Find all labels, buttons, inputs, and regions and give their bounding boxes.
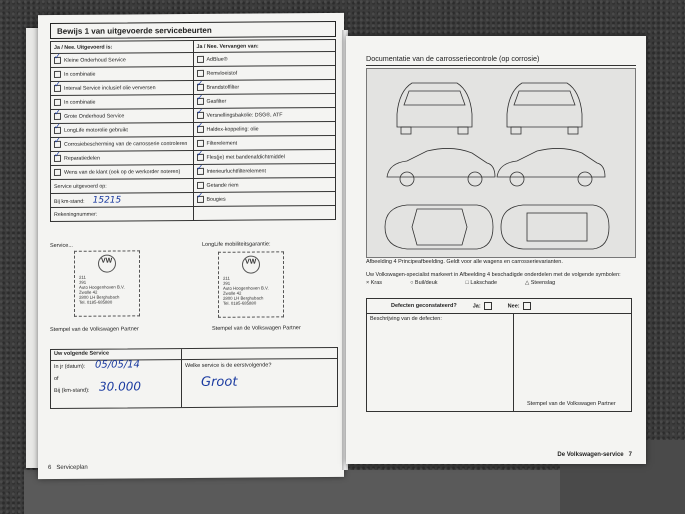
checkbox[interactable] bbox=[54, 71, 61, 78]
performed-cell bbox=[51, 206, 194, 221]
legend-stone: △ Steenslag bbox=[525, 280, 556, 286]
defects-label: Defecten geconstateerd? bbox=[391, 303, 457, 309]
next-service-title: Uw volgende Service bbox=[51, 348, 337, 361]
row-label: In combinatie bbox=[64, 71, 96, 78]
stamp-line: Zwolle 42 bbox=[79, 289, 98, 295]
row-label: Grote Onderhoud Service bbox=[64, 113, 125, 120]
checkbox[interactable] bbox=[54, 57, 61, 64]
row-label: Reparatiedelen bbox=[64, 155, 100, 162]
legend-paint: □ Lakschade bbox=[465, 280, 497, 286]
stamp-line: 391 bbox=[223, 280, 231, 286]
footer-text: De Volkswagen-service bbox=[557, 452, 624, 458]
row-label: Filterelement bbox=[206, 140, 238, 147]
col-replaced-header: Ja / Nee. Vervangen van: bbox=[193, 39, 336, 52]
row-label: Remvloeistof bbox=[206, 70, 238, 77]
performed-cell bbox=[51, 192, 194, 207]
legend-dent: ○ Buil/deuk bbox=[410, 280, 438, 286]
right-footer bbox=[557, 452, 632, 458]
performed-cell bbox=[51, 136, 194, 151]
replaced-cell bbox=[193, 177, 336, 192]
no-option: Nee: bbox=[508, 302, 531, 310]
performed-cell bbox=[51, 122, 194, 137]
right-page bbox=[346, 36, 646, 464]
checkbox[interactable] bbox=[197, 126, 204, 133]
yes-option: Ja: bbox=[473, 302, 492, 310]
table-row bbox=[51, 205, 336, 221]
yes-checkbox[interactable] bbox=[484, 302, 492, 310]
performed-cell bbox=[51, 94, 194, 109]
row-label: Haldex-koppeling: olie bbox=[206, 126, 259, 133]
car-diagram bbox=[366, 68, 636, 258]
checkbox[interactable] bbox=[197, 84, 204, 91]
row-label: Rekeningnummer: bbox=[54, 211, 98, 218]
next-date-value: 05/05/14 bbox=[95, 359, 140, 371]
car-outlines-icon bbox=[367, 69, 635, 257]
checkbox[interactable] bbox=[54, 127, 61, 134]
legend-scratch: × Kras bbox=[366, 280, 383, 286]
next-which-value: Groot bbox=[201, 374, 238, 390]
row-label: Service uitgevoerd op: bbox=[54, 183, 107, 190]
checkbox[interactable] bbox=[197, 140, 204, 147]
row-label: Versnellingsbakolie: DSG®, ATF bbox=[206, 112, 283, 119]
row-label: AdBlue® bbox=[206, 56, 228, 63]
longlife-stamp-box bbox=[202, 241, 336, 332]
km-value: 15215 bbox=[92, 194, 122, 206]
checkbox[interactable] bbox=[54, 155, 61, 162]
service-stamp-box bbox=[50, 242, 184, 333]
checkbox[interactable] bbox=[54, 113, 61, 120]
figure-caption: Afbeelding 4 Principeafbeelding. Geldt voor alle wagens en carrosserievarianten. bbox=[366, 259, 563, 265]
row-label: Bij km-stand: bbox=[54, 198, 85, 205]
vw-logo bbox=[242, 256, 260, 274]
replaced-cell bbox=[193, 191, 336, 206]
row-label: Fles(je) met bandenafdichtmiddel bbox=[206, 154, 285, 161]
service-proof-title: Bewijs 1 van uitgevoerde servicebeurten bbox=[50, 21, 336, 39]
stamp-line: 211 bbox=[79, 274, 86, 280]
stamp-caption: Stempel van de Volkswagen Partner bbox=[212, 325, 301, 332]
page-number: 7 bbox=[628, 452, 632, 458]
stamp-line: Zwolle 42 bbox=[223, 290, 242, 296]
checkbox[interactable] bbox=[197, 168, 204, 175]
row-label: Corrosiebescherming van de carrosserie controleren bbox=[64, 140, 188, 148]
row-label: LongLife motorolie gebruikt bbox=[64, 127, 128, 134]
row-label: Bougies bbox=[206, 196, 226, 203]
dealer-stamp-1 bbox=[74, 250, 140, 316]
service-label: Service... bbox=[50, 242, 73, 249]
row-label: Interieurluchtfilterelement bbox=[206, 168, 266, 175]
stamp-line: Auto Hoogenhoven B.V. bbox=[79, 284, 125, 290]
left-footer bbox=[48, 465, 88, 471]
next-km-value: 30.000 bbox=[99, 379, 141, 394]
stamp-line: 391 bbox=[79, 279, 87, 285]
stamp-line: Auto Hoogenhoven B.V. bbox=[223, 285, 269, 291]
checkbox[interactable] bbox=[197, 56, 204, 63]
checkbox[interactable] bbox=[54, 99, 61, 106]
performed-cell bbox=[51, 150, 194, 165]
divider bbox=[181, 349, 182, 407]
replaced-cell bbox=[193, 65, 336, 80]
stamp-line: Tel. 0185-685880 bbox=[79, 299, 113, 305]
describe-label: Beschrijving van de defecten: bbox=[370, 316, 442, 322]
row-label: In combinatie bbox=[64, 99, 96, 106]
performed-cell bbox=[51, 108, 194, 123]
replaced-cell bbox=[193, 107, 336, 122]
replaced-cell bbox=[193, 135, 336, 150]
replaced-cell bbox=[193, 79, 336, 94]
legend-intro: Uw Volkswagen-specialist markeert in Afbeelding 4 beschadigde onderdelen met de volgende symbolen: bbox=[366, 272, 621, 278]
checkbox[interactable] bbox=[54, 169, 61, 176]
replaced-cell bbox=[193, 205, 336, 220]
performed-cell bbox=[51, 66, 194, 81]
stamp-line: 211 bbox=[223, 275, 230, 281]
performed-cell bbox=[51, 178, 194, 193]
row-label: Wens van de klant (ook op de werkorder noteren) bbox=[64, 168, 181, 176]
row-label: Brandstoffilter bbox=[206, 84, 240, 91]
next-or: of bbox=[54, 375, 59, 382]
replaced-cell bbox=[193, 149, 336, 164]
footer-text: Serviceplan bbox=[56, 464, 88, 471]
checkbox[interactable] bbox=[197, 70, 204, 77]
col-performed-header: Ja / Nee. Uitgevoerd is: bbox=[51, 40, 194, 53]
checkbox[interactable] bbox=[197, 98, 204, 105]
checkbox[interactable] bbox=[54, 141, 61, 148]
vw-logo bbox=[98, 255, 116, 273]
no-checkbox[interactable] bbox=[523, 302, 531, 310]
dealer-stamp-2 bbox=[218, 251, 284, 317]
performed-cell bbox=[51, 164, 194, 179]
row-label: Getande riem bbox=[206, 182, 239, 189]
row-label: Kleine Onderhoud Service bbox=[64, 57, 126, 64]
damage-legend bbox=[366, 280, 636, 286]
left-page bbox=[38, 13, 344, 479]
stamp-line: 2800 LH Berghsbach bbox=[223, 295, 264, 301]
checkbox[interactable] bbox=[197, 154, 204, 161]
divider bbox=[513, 313, 514, 411]
checkbox[interactable] bbox=[197, 196, 204, 203]
defects-box bbox=[366, 298, 632, 412]
replaced-cell bbox=[193, 163, 336, 178]
next-date-label: In jr (datum): bbox=[54, 363, 86, 370]
row-label: Gasfilter bbox=[206, 98, 227, 105]
defects-header bbox=[367, 299, 631, 314]
stamp-line: 2800 LH Berghsbach bbox=[79, 294, 120, 300]
body-check-title: Documentatie van de carrosseriecontrole (op corrosie) bbox=[366, 54, 636, 66]
row-label: Interval Service inclusief olie verversen bbox=[64, 85, 156, 92]
next-service-box bbox=[50, 347, 338, 409]
replaced-cell bbox=[193, 93, 336, 108]
checkbox[interactable] bbox=[197, 182, 204, 189]
performed-cell bbox=[51, 80, 194, 95]
stamp-line: Tel. 0185-685880 bbox=[223, 300, 257, 306]
next-which-label: Welke service is de eerstvolgende? bbox=[185, 362, 272, 370]
replaced-cell bbox=[193, 121, 336, 136]
service-table bbox=[50, 39, 336, 222]
replaced-cell bbox=[193, 51, 336, 66]
performed-cell bbox=[51, 52, 194, 67]
next-km-label: Bij (km-stand): bbox=[54, 387, 90, 394]
checkbox[interactable] bbox=[54, 85, 61, 92]
page-number: 6 bbox=[48, 464, 52, 471]
stamp-caption: Stempel van de Volkswagen Partner bbox=[527, 401, 616, 407]
stamp-caption: Stempel van de Volkswagen Partner bbox=[50, 326, 139, 333]
checkbox[interactable] bbox=[197, 112, 204, 119]
longlife-label: LongLife mobiliteitsgarantie: bbox=[202, 241, 271, 248]
